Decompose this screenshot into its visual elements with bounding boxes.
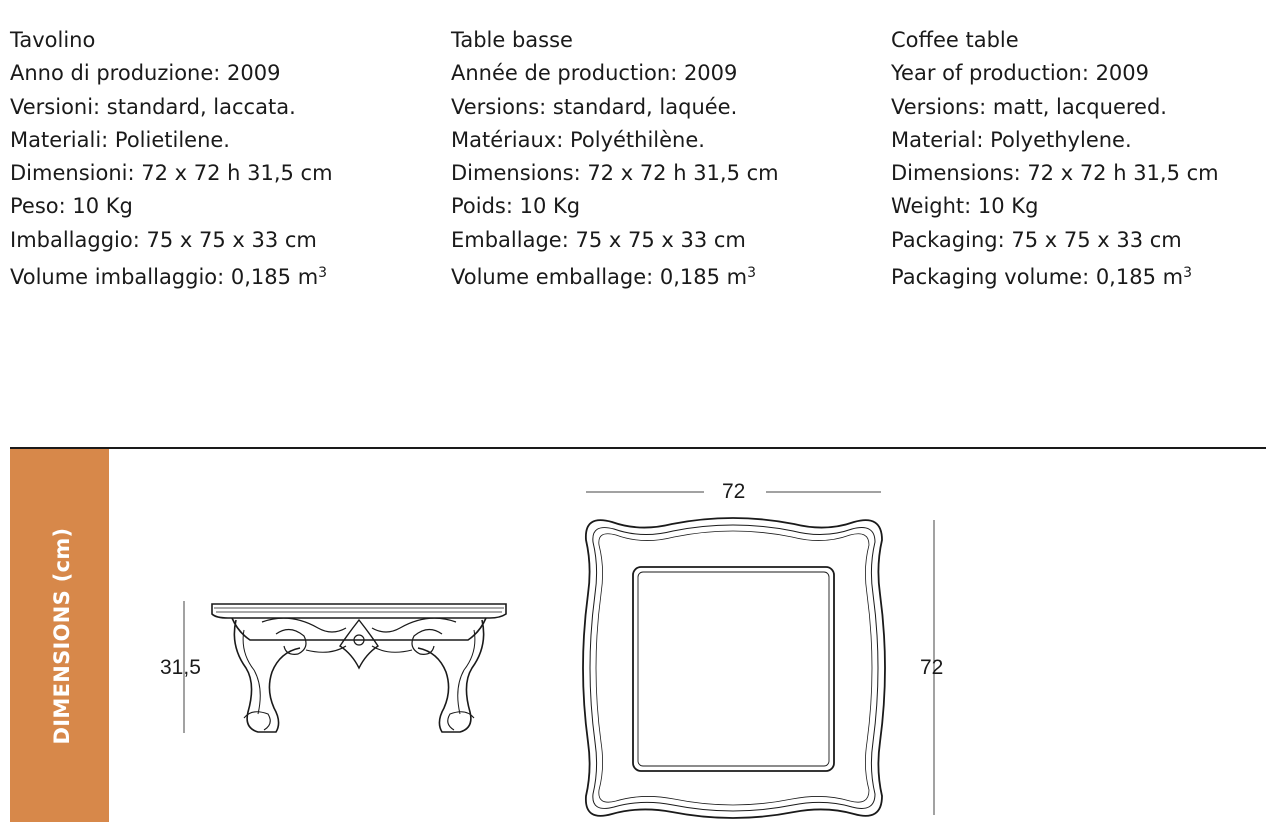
- table-side-elevation: [212, 604, 506, 732]
- packaging: Emballage: 75 x 75 x 33 cm: [451, 227, 746, 252]
- material: Matériaux: Polyéthilène.: [451, 127, 705, 152]
- versions: Versioni: standard, laccata.: [10, 94, 296, 119]
- weight: Weight: 10 Kg: [891, 194, 1039, 219]
- weight: Poids: 10 Kg: [451, 194, 581, 219]
- product-title: Tavolino: [10, 28, 96, 52]
- depth-dimension-value: 72: [920, 656, 944, 679]
- packaging: Packaging: 75 x 75 x 33 cm: [891, 227, 1182, 252]
- dimensions-label: DIMENSIONS (cm): [50, 527, 74, 745]
- material: Materiali: Polietilene.: [10, 127, 230, 152]
- production-year: Year of production: 2009: [891, 61, 1150, 86]
- production-year: Année de production: 2009: [451, 61, 738, 86]
- product-title: Coffee table: [891, 28, 1019, 52]
- dimensions: Dimensions: 72 x 72 h 31,5 cm: [891, 161, 1219, 186]
- table-top-plan: [583, 518, 885, 818]
- material: Material: Polyethylene.: [891, 127, 1132, 152]
- production-year: Anno di produzione: 2009: [10, 61, 281, 86]
- dimensions: Dimensions: 72 x 72 h 31,5 cm: [451, 161, 779, 186]
- height-dimension-value: 31,5: [160, 656, 201, 679]
- volume-exponent: 3: [1183, 265, 1192, 282]
- versions: Versions: standard, laquée.: [451, 94, 738, 119]
- packaging: Imballaggio: 75 x 75 x 33 cm: [10, 227, 317, 252]
- volume-text: Volume emballage: 0,185 m: [451, 265, 748, 290]
- volume-exponent: 3: [747, 265, 757, 282]
- volume-text: Volume imballaggio: 0,185 m: [10, 265, 319, 290]
- weight: Peso: 10 Kg: [10, 194, 133, 219]
- dimensions: Dimensioni: 72 x 72 h 31,5 cm: [10, 161, 333, 186]
- versions: Versions: matt, lacquered.: [891, 94, 1167, 119]
- volume-text: Packaging volume: 0,185 m: [891, 265, 1184, 290]
- product-title: Table basse: [451, 28, 573, 52]
- width-dimension-value: 72: [722, 480, 746, 503]
- volume-exponent: 3: [318, 265, 328, 282]
